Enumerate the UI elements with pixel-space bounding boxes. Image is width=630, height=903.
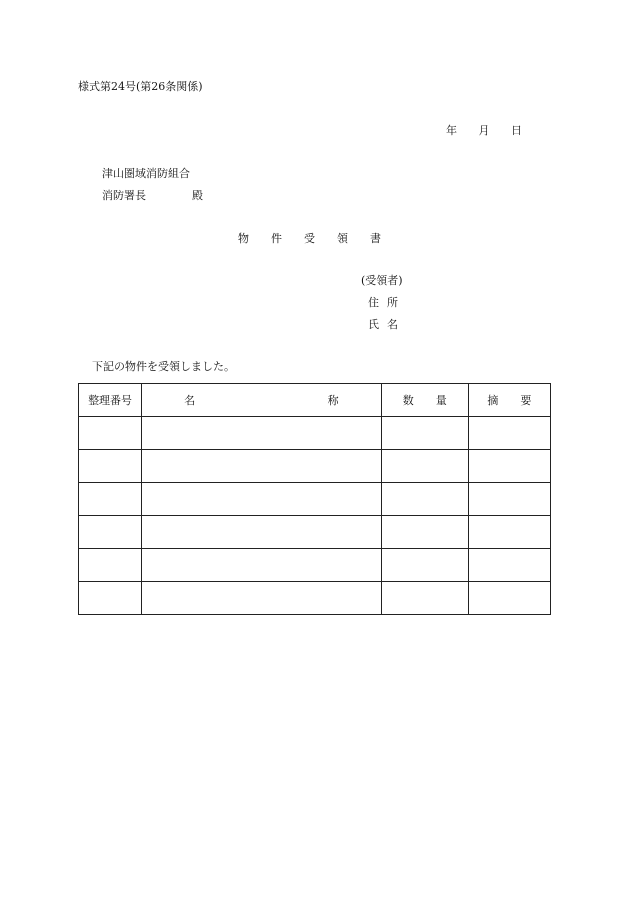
cell-remarks[interactable] bbox=[468, 516, 550, 549]
document-title: 物件受領書 bbox=[238, 232, 403, 245]
addressee-organization: 津山圏域消防組合 bbox=[102, 167, 190, 180]
table-row bbox=[79, 417, 551, 450]
items-table bbox=[78, 383, 554, 615]
month-label: 月 bbox=[478, 124, 490, 137]
cell-name[interactable] bbox=[142, 450, 382, 483]
cell-remarks[interactable] bbox=[468, 483, 550, 516]
addressee-title: 消防署長 bbox=[102, 189, 146, 202]
table-row bbox=[79, 483, 551, 516]
cell-quantity[interactable] bbox=[381, 417, 468, 450]
header-name bbox=[142, 384, 382, 417]
cell-remarks[interactable] bbox=[468, 417, 550, 450]
cell-remarks[interactable] bbox=[468, 450, 550, 483]
header-name-right: 称 bbox=[327, 393, 339, 407]
cell-number[interactable] bbox=[79, 450, 142, 483]
header-remarks: 摘要 bbox=[468, 384, 550, 417]
receiver-address-label: 住所 bbox=[368, 296, 406, 309]
receiver-section-label: (受領者) bbox=[361, 274, 403, 287]
cell-number[interactable] bbox=[79, 582, 142, 615]
honorific: 殿 bbox=[192, 189, 203, 202]
cell-name[interactable] bbox=[142, 417, 382, 450]
intro-text: 下記の物件を受領しました。 bbox=[92, 360, 235, 373]
header-name-left: 名 bbox=[184, 393, 196, 407]
cell-quantity[interactable] bbox=[381, 483, 468, 516]
year-label: 年 bbox=[446, 124, 457, 137]
cell-name[interactable] bbox=[142, 516, 382, 549]
receiver-name-label: 氏名 bbox=[368, 318, 406, 331]
header-number: 整理番号 bbox=[79, 384, 142, 417]
form-number: 様式第24号(第26条関係) bbox=[78, 80, 203, 93]
table-header-row bbox=[79, 384, 551, 417]
cell-quantity[interactable] bbox=[381, 582, 468, 615]
cell-quantity[interactable] bbox=[381, 450, 468, 483]
cell-name[interactable] bbox=[142, 549, 382, 582]
addressee-line bbox=[102, 190, 203, 201]
table-row bbox=[79, 582, 551, 615]
header-quantity: 数量 bbox=[381, 384, 468, 417]
cell-number[interactable] bbox=[79, 417, 142, 450]
cell-name[interactable] bbox=[142, 483, 382, 516]
day-label: 日 bbox=[511, 124, 522, 137]
cell-number[interactable] bbox=[79, 516, 142, 549]
table-row bbox=[79, 549, 551, 582]
table-row bbox=[79, 450, 551, 483]
cell-quantity[interactable] bbox=[381, 516, 468, 549]
cell-number[interactable] bbox=[79, 549, 142, 582]
cell-remarks[interactable] bbox=[468, 582, 550, 615]
table-row bbox=[79, 516, 551, 549]
cell-name[interactable] bbox=[142, 582, 382, 615]
date-line bbox=[446, 125, 522, 136]
cell-remarks[interactable] bbox=[468, 549, 550, 582]
cell-number[interactable] bbox=[79, 483, 142, 516]
cell-quantity[interactable] bbox=[381, 549, 468, 582]
